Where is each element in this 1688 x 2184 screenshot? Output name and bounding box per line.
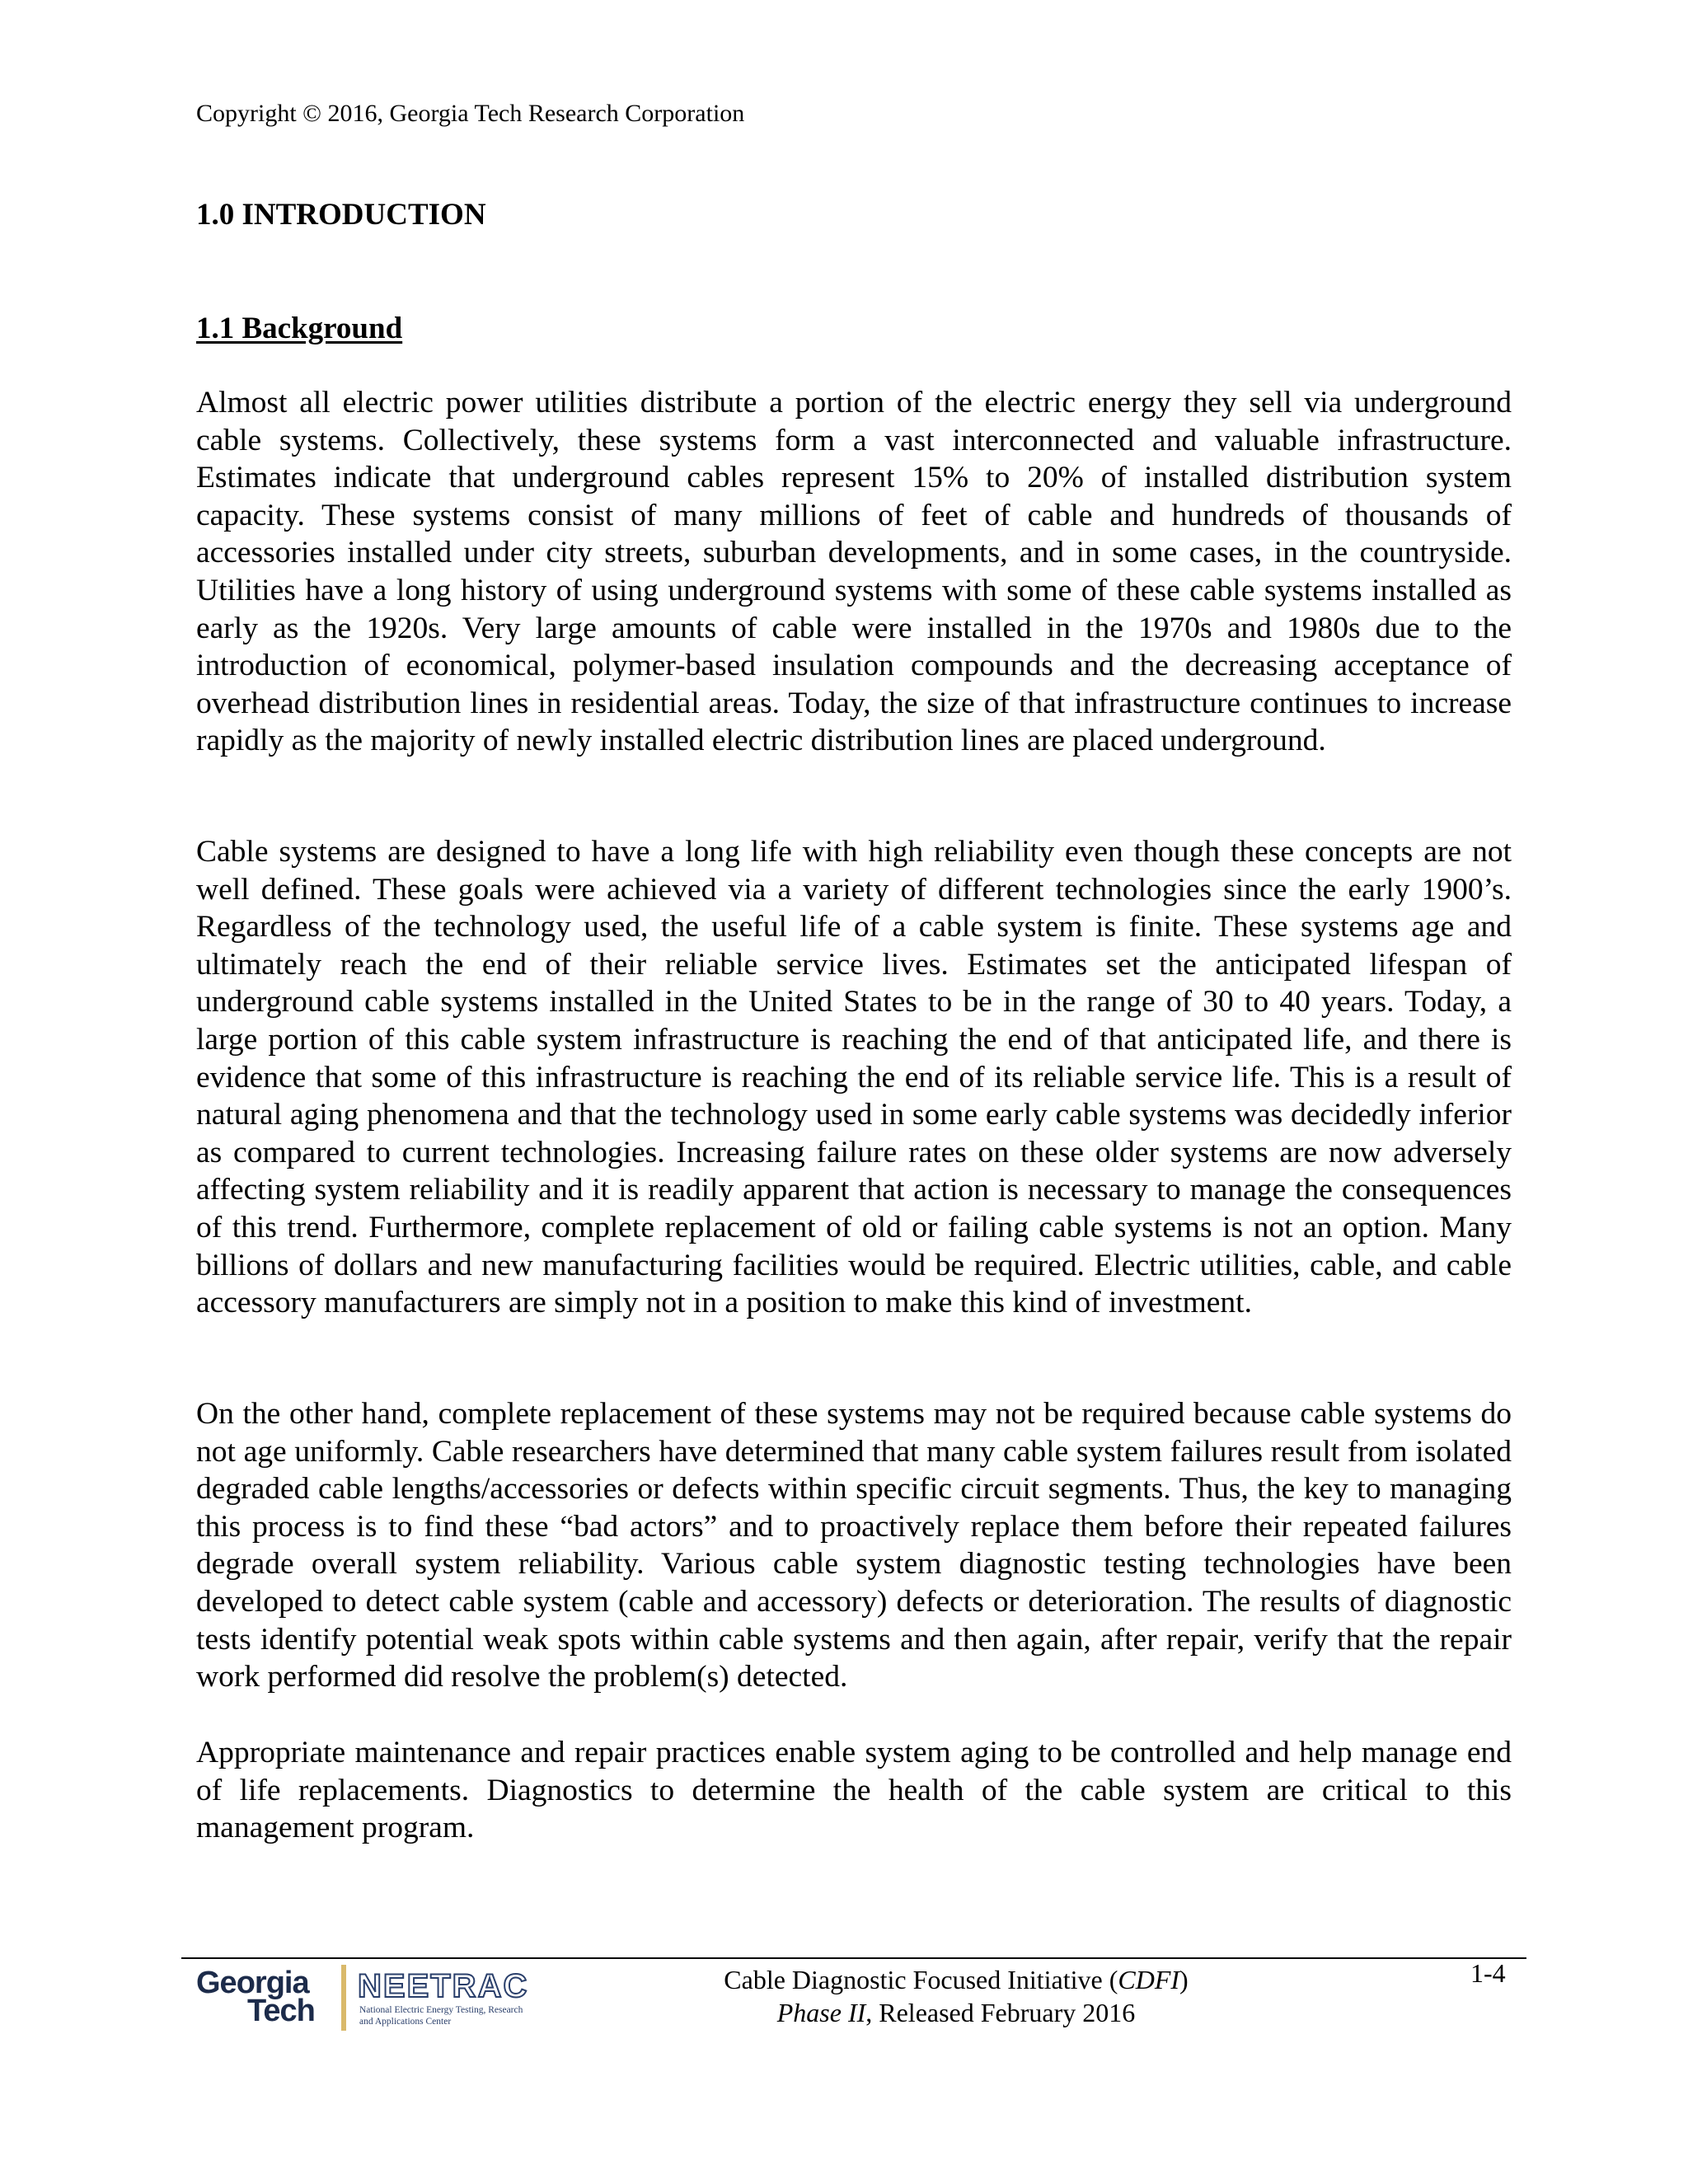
paragraph-4: Appropriate maintenance and repair practices enable system aging to be controlled and help manage end of life replacements. Diagnostics to determine the health of the cable system are critical to this management program. [196, 1736, 1512, 1845]
subsection-title: 1.1 Background [196, 312, 403, 345]
paragraph-1: Almost all electric power utilities distribute a portion of the electric energy they sell via underground cable systems. Collectively, these systems form a vast interconnected and valuable infrastructure. Estimates indicate that underground cables represent 15% to 20% of installed distribution system capacity. These systems consist of many millions of feet of cable and hundreds of thousands of accessories installed under city streets, suburban developments, and in some cases, in the countryside. Utilities have a long history of using underground systems with some of these cable systems installed as early as the 1920s. Very large amounts of cable were installed in the 1970s and 1980s due to the introduction of economical, polymer-based insulation compounds and the decreasing acceptance of overhead distribution lines in residential areas. Today, the size of that infrastructure continues to increase rapidly as the majority of newly installed electric distribution lines are placed underground. [196, 386, 1512, 758]
footer-document-info [626, 1963, 1286, 2029]
copyright-notice: Copyright © 2016, Georgia Tech Research Corporation [196, 100, 745, 127]
neetrac-subtitle-line1: National Electric Energy Testing, Research [359, 2005, 523, 2015]
neetrac-subtitle [359, 2004, 523, 2027]
paragraph-3: On the other hand, complete replacement of these systems may not be required because cable systems do not age uniformly. Cable researchers have determined that many cable system failures result from isolated degraded cable lengths/accessories or defects within specific circuit segments. Thus, the key to managing this process is to find these “bad actors” and to proactively replace them before their repeated failures degrade overall system reliability. Various cable system diagnostic testing technologies have been developed to detect cable system (cable and accessory) defects or deterioration. The results of diagnostic tests identify potential weak spots within cable systems and then again, after repair, verify that the repair work performed did resolve the problem(s) detected. [196, 1397, 1512, 1694]
logo-divider-bar [341, 1965, 346, 2031]
georgia-tech-logo [196, 1966, 331, 2032]
neetrac-subtitle-line2: and Applications Center [359, 2017, 452, 2027]
logo-gt-line1: Georgia [196, 1966, 309, 2000]
page-number: 1-4 [1470, 1958, 1506, 1988]
footer-line-1 [626, 1963, 1286, 1996]
neetrac-logo [354, 1968, 552, 2034]
footer-line-2 [626, 1996, 1286, 2029]
logo-gt-line2: Tech [247, 1994, 315, 2028]
footer-divider [181, 1957, 1526, 1959]
paragraph-2: Cable systems are designed to have a long life with high reliability even though these concepts are not well defined. These goals were achieved via a variety of different technologies since the early 1900’s. Regardless of the technology used, the useful life of a cable system is finite. These systems age and ultimately reach the end of their reliable service lives. Estimates set the anticipated lifespan of underground cable systems installed in the United States to be in the range of 30 to 40 years. Today, a large portion of this cable system infrastructure is reaching the end of that anticipated life, and there is evidence that some of this infrastructure is reaching the end of its reliable service life. This is a result of natural aging phenomena and that the technology used in some early cable systems was decidedly inferior as compared to current technologies. Increasing failure rates on these older systems are now adversely affecting system reliability and it is readily apparent that action is necessary to manage the consequences of this trend. Furthermore, complete replacement of old or failing cable systems is not an option. Many billions of dollars and new manufacturing facilities would be required. Electric utilities, cable, and cable accessory manufacturers are simply not in a position to make this kind of investment. [196, 835, 1512, 1320]
neetrac-wordmark: NEETRAC [358, 1968, 529, 2004]
footer-line1-suffix: ) [1179, 1965, 1189, 1994]
footer-line1-prefix: Cable Diagnostic Focused Initiative ( [724, 1965, 1118, 1994]
section-title: 1.0 INTRODUCTION [196, 198, 486, 232]
footer-line2-italic: Phase II [776, 1998, 866, 2027]
footer-line1-italic: CDFI [1118, 1965, 1180, 1994]
footer-line2-suffix: , Released February 2016 [865, 1998, 1136, 2027]
